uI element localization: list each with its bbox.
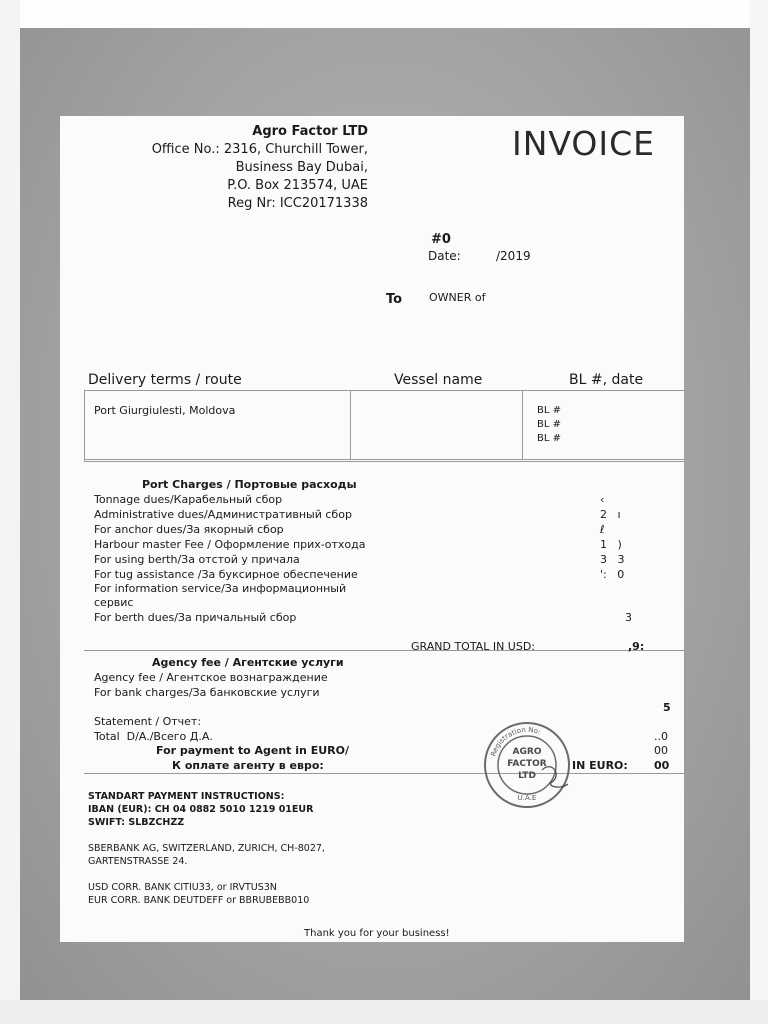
stamp-seal-icon	[482, 720, 572, 810]
grand-total-value: ,9:	[628, 640, 645, 653]
charge-label: For anchor dues/За якорный сбор	[94, 523, 284, 536]
corr-bank-eur: EUR CORR. BANK DEUTDEFF or BBRUBEBB010	[88, 895, 310, 906]
table-right-border	[684, 650, 685, 774]
header-bl-date: BL #, date	[569, 372, 644, 388]
address-line: Reg Nr: ICC20171338	[227, 196, 368, 211]
bl-line: BL #	[537, 433, 561, 444]
date-label: Date:	[428, 249, 461, 263]
charge-label: Tonnage dues/Карабельный сбор	[94, 493, 283, 506]
charge-label: For tug assistance /За буксирное обеспечение	[94, 568, 358, 581]
route-cell: Port Giurgiulesti, Moldova	[94, 404, 236, 417]
scan-border-left	[0, 0, 20, 1024]
payment-value: 00	[654, 744, 668, 757]
charge-value: ': 0	[600, 568, 625, 581]
agency-label: For bank charges/За банковские услуги	[94, 686, 320, 699]
charge-label: For using berth/За отстой у причала	[94, 553, 300, 566]
to-value: OWNER of	[429, 291, 486, 304]
bl-line: BL #	[537, 405, 561, 416]
charge-value: ℓ	[600, 523, 605, 536]
bank-address-line: SBERBANK AG, SWITZERLAND, ZURICH, CH-8027,	[88, 843, 325, 854]
charge-value: ‹	[600, 493, 605, 506]
stamp-text: AGRO	[512, 747, 542, 757]
corr-bank-usd: USD CORR. BANK CITIU33, or IRVTUS3N	[88, 882, 277, 893]
statement-label: Statement / Отчет:	[94, 715, 202, 728]
charge-label: сервис	[94, 596, 134, 609]
in-euro-value: 00	[654, 759, 670, 772]
bl-line: BL #	[537, 419, 561, 430]
charge-label: Harbour master Fee / Оформление прих-отхода	[94, 538, 366, 551]
stamp-text: LTD	[518, 771, 536, 781]
company-stamp	[482, 720, 572, 810]
total-da-label: Total D/A./Всего Д.А.	[94, 730, 213, 743]
charge-label: For berth dues/За причальный сбор	[94, 611, 297, 624]
in-euro-label: IN EURO:	[572, 759, 628, 772]
payment-label-en: For payment to Agent in EURO/	[156, 744, 349, 757]
header-delivery-terms: Delivery terms / route	[88, 372, 242, 388]
charge-value: 3	[625, 611, 632, 624]
stamp-ring-text: Registration No:	[489, 725, 542, 758]
date-value: /2019	[496, 249, 531, 263]
charge-value: 3 3	[600, 553, 625, 566]
address-line: Business Bay Dubai,	[235, 160, 368, 175]
bank-address-line: GARTENSTRASSE 24.	[88, 856, 188, 867]
charge-label: For information service/За информационный	[94, 582, 347, 595]
address-line: Office No.: 2316, Churchill Tower,	[151, 142, 368, 157]
header-vessel-name: Vessel name	[394, 372, 483, 388]
port-charges-title: Port Charges / Портовые расходы	[142, 478, 357, 491]
document-title: INVOICE	[512, 124, 656, 163]
delivery-table	[84, 390, 685, 462]
stamp-text: FACTOR	[507, 759, 547, 769]
table-divider	[522, 390, 523, 460]
charge-label: Administrative dues/Административный сбор	[94, 508, 352, 521]
payment-label-ru: К оплате агенту в евро:	[172, 759, 324, 772]
grand-total-label: GRAND TOTAL IN USD:	[411, 640, 536, 653]
company-name: Agro Factor LTD	[252, 124, 368, 139]
stamp-country: U.A.E	[517, 794, 537, 802]
iban-line: IBAN (EUR): CH 04 0882 5010 1219 01EUR	[88, 804, 314, 815]
charge-value: 1 )	[600, 538, 622, 551]
agency-label: Agency fee / Агентское вознаграждение	[94, 671, 328, 684]
charge-value: 2 ı	[600, 508, 621, 521]
company-address-block	[152, 123, 368, 213]
divider-line	[84, 459, 684, 460]
total-da-value: ..0	[654, 730, 668, 743]
invoice-number: #0	[431, 232, 451, 247]
agency-fee-title: Agency fee / Агентские услуги	[152, 656, 344, 669]
scan-border-bottom	[0, 1000, 768, 1024]
address-line: P.O. Box 213574, UAE	[227, 178, 368, 193]
table-divider	[350, 390, 351, 460]
divider-line	[84, 773, 684, 774]
to-label: To	[386, 292, 403, 307]
swift-line: SWIFT: SLBZCHZZ	[88, 817, 185, 828]
divider-line	[84, 650, 684, 651]
agency-subtotal: 5	[663, 701, 671, 714]
scan-border-right	[750, 0, 768, 1024]
payment-instructions-title: STANDART PAYMENT INSTRUCTIONS:	[88, 791, 285, 802]
invoice-page	[60, 116, 684, 942]
scan-border-top	[0, 0, 768, 28]
thank-you-note: Thank you for your business!	[304, 928, 450, 939]
